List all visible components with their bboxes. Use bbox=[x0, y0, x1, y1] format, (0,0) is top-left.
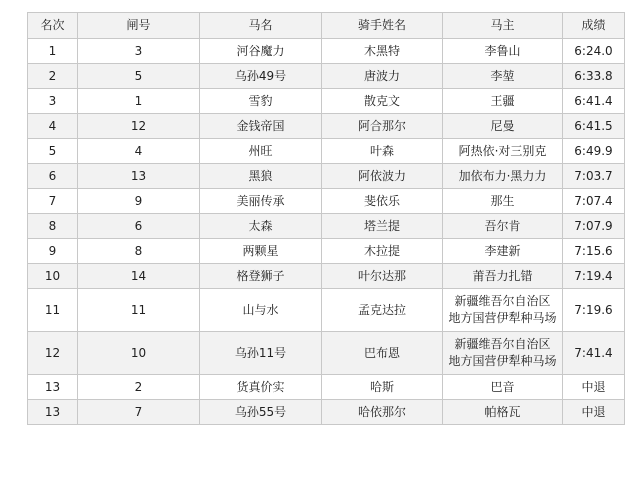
cell-jockey-name: 唐波力 bbox=[322, 64, 443, 89]
cell-owner bbox=[443, 114, 563, 139]
table-row bbox=[28, 239, 625, 264]
table-row bbox=[28, 264, 625, 289]
cell-horse-name: 美丽传承 bbox=[200, 189, 322, 214]
cell-horse-name: 格登狮子 bbox=[200, 264, 322, 289]
table-row bbox=[28, 332, 625, 375]
table-row bbox=[28, 64, 625, 89]
cell-horse-name: 太森 bbox=[200, 214, 322, 239]
cell-result: 6:49.9 bbox=[563, 139, 625, 164]
owner-line: 李鲁山 bbox=[484, 43, 521, 58]
cell-gate: 11 bbox=[78, 289, 200, 332]
cell-rank: 6 bbox=[28, 164, 78, 189]
cell-result: 中退 bbox=[563, 400, 625, 425]
owner-line: 吾尔肯 bbox=[484, 218, 521, 233]
cell-rank: 4 bbox=[28, 114, 78, 139]
header-horse-name: 马名 bbox=[200, 13, 322, 39]
cell-owner bbox=[443, 89, 563, 114]
table-row bbox=[28, 164, 625, 189]
cell-gate: 1 bbox=[78, 89, 200, 114]
cell-result: 7:15.6 bbox=[563, 239, 625, 264]
cell-rank: 7 bbox=[28, 189, 78, 214]
cell-jockey-name: 孟克达拉 bbox=[322, 289, 443, 332]
cell-owner bbox=[443, 39, 563, 64]
cell-gate: 2 bbox=[78, 375, 200, 400]
owner-line: 李堃 bbox=[490, 68, 515, 83]
cell-result: 7:41.4 bbox=[563, 332, 625, 375]
cell-result: 7:07.9 bbox=[563, 214, 625, 239]
owner-line: 莆吾力扎错 bbox=[472, 268, 533, 283]
cell-horse-name: 河谷魔力 bbox=[200, 39, 322, 64]
cell-owner bbox=[443, 214, 563, 239]
cell-rank: 10 bbox=[28, 264, 78, 289]
owner-line: 巴音 bbox=[490, 379, 515, 394]
header-result: 成绩 bbox=[563, 13, 625, 39]
cell-horse-name: 乌孙11号 bbox=[200, 332, 322, 375]
cell-gate: 12 bbox=[78, 114, 200, 139]
cell-gate: 8 bbox=[78, 239, 200, 264]
cell-rank: 8 bbox=[28, 214, 78, 239]
cell-owner bbox=[443, 239, 563, 264]
cell-owner bbox=[443, 189, 563, 214]
owner-line: 地方国营伊犁种马场 bbox=[448, 311, 557, 325]
cell-horse-name: 黑狼 bbox=[200, 164, 322, 189]
cell-owner bbox=[443, 289, 563, 332]
cell-jockey-name: 叶森 bbox=[322, 139, 443, 164]
header-rank: 名次 bbox=[28, 13, 78, 39]
cell-rank: 3 bbox=[28, 89, 78, 114]
cell-result: 6:24.0 bbox=[563, 39, 625, 64]
header-row bbox=[28, 13, 625, 39]
table-row bbox=[28, 400, 625, 425]
cell-gate: 7 bbox=[78, 400, 200, 425]
table-row bbox=[28, 114, 625, 139]
cell-jockey-name: 木拉提 bbox=[322, 239, 443, 264]
cell-jockey-name: 哈依那尔 bbox=[322, 400, 443, 425]
cell-jockey-name: 叶尔达那 bbox=[322, 264, 443, 289]
cell-jockey-name: 塔兰提 bbox=[322, 214, 443, 239]
cell-horse-name: 山与水 bbox=[200, 289, 322, 332]
table-row bbox=[28, 189, 625, 214]
table-body bbox=[28, 39, 625, 425]
cell-gate: 9 bbox=[78, 189, 200, 214]
cell-rank: 13 bbox=[28, 400, 78, 425]
owner-line: 那生 bbox=[490, 193, 515, 208]
table-row bbox=[28, 289, 625, 332]
cell-rank: 5 bbox=[28, 139, 78, 164]
cell-gate: 13 bbox=[78, 164, 200, 189]
cell-horse-name: 两颗星 bbox=[200, 239, 322, 264]
cell-jockey-name: 阿依波力 bbox=[322, 164, 443, 189]
owner-line: 地方国营伊犁种马场 bbox=[448, 354, 557, 368]
cell-result: 6:41.4 bbox=[563, 89, 625, 114]
cell-rank: 11 bbox=[28, 289, 78, 332]
cell-gate: 6 bbox=[78, 214, 200, 239]
owner-line: 王疆 bbox=[490, 93, 515, 108]
cell-rank: 9 bbox=[28, 239, 78, 264]
cell-rank: 13 bbox=[28, 375, 78, 400]
cell-result: 中退 bbox=[563, 375, 625, 400]
cell-gate: 3 bbox=[78, 39, 200, 64]
cell-rank: 2 bbox=[28, 64, 78, 89]
cell-result: 7:07.4 bbox=[563, 189, 625, 214]
cell-owner bbox=[443, 332, 563, 375]
cell-horse-name: 金钱帝国 bbox=[200, 114, 322, 139]
cell-jockey-name: 巴布恩 bbox=[322, 332, 443, 375]
header-jockey-name: 骑手姓名 bbox=[322, 13, 443, 39]
cell-gate: 5 bbox=[78, 64, 200, 89]
cell-gate: 4 bbox=[78, 139, 200, 164]
cell-result: 7:19.6 bbox=[563, 289, 625, 332]
cell-owner bbox=[443, 264, 563, 289]
cell-owner bbox=[443, 64, 563, 89]
table-row bbox=[28, 139, 625, 164]
owner-line: 加依布力·黑力力 bbox=[458, 168, 547, 183]
table-row bbox=[28, 39, 625, 64]
cell-horse-name: 乌孙49号 bbox=[200, 64, 322, 89]
header-gate: 闸号 bbox=[78, 13, 200, 39]
cell-gate: 10 bbox=[78, 332, 200, 375]
table-header bbox=[28, 13, 625, 39]
cell-rank: 1 bbox=[28, 39, 78, 64]
table-row bbox=[28, 375, 625, 400]
cell-jockey-name: 哈斯 bbox=[322, 375, 443, 400]
cell-owner bbox=[443, 375, 563, 400]
cell-result: 7:03.7 bbox=[563, 164, 625, 189]
owner-line: 尼曼 bbox=[490, 118, 515, 133]
owner-line: 新疆维吾尔自治区 bbox=[454, 337, 551, 351]
cell-gate: 14 bbox=[78, 264, 200, 289]
cell-horse-name: 雪豹 bbox=[200, 89, 322, 114]
owner-line: 新疆维吾尔自治区 bbox=[454, 294, 551, 308]
cell-jockey-name: 木黑特 bbox=[322, 39, 443, 64]
cell-result: 6:33.8 bbox=[563, 64, 625, 89]
cell-owner bbox=[443, 139, 563, 164]
cell-owner bbox=[443, 164, 563, 189]
cell-jockey-name: 阿合那尔 bbox=[322, 114, 443, 139]
owner-line: 帕格瓦 bbox=[484, 404, 521, 419]
cell-horse-name: 乌孙55号 bbox=[200, 400, 322, 425]
cell-horse-name: 货真价实 bbox=[200, 375, 322, 400]
cell-jockey-name: 散克文 bbox=[322, 89, 443, 114]
cell-horse-name: 州旺 bbox=[200, 139, 322, 164]
owner-line: 阿热依·对三别克 bbox=[458, 143, 547, 158]
owner-line: 李建新 bbox=[484, 243, 521, 258]
table-row bbox=[28, 89, 625, 114]
results-table-container bbox=[27, 12, 624, 425]
cell-result: 7:19.4 bbox=[563, 264, 625, 289]
header-owner: 马主 bbox=[443, 13, 563, 39]
cell-jockey-name: 斐依乐 bbox=[322, 189, 443, 214]
race-results-table bbox=[27, 12, 625, 425]
cell-owner bbox=[443, 400, 563, 425]
cell-rank: 12 bbox=[28, 332, 78, 375]
table-row bbox=[28, 214, 625, 239]
cell-result: 6:41.5 bbox=[563, 114, 625, 139]
